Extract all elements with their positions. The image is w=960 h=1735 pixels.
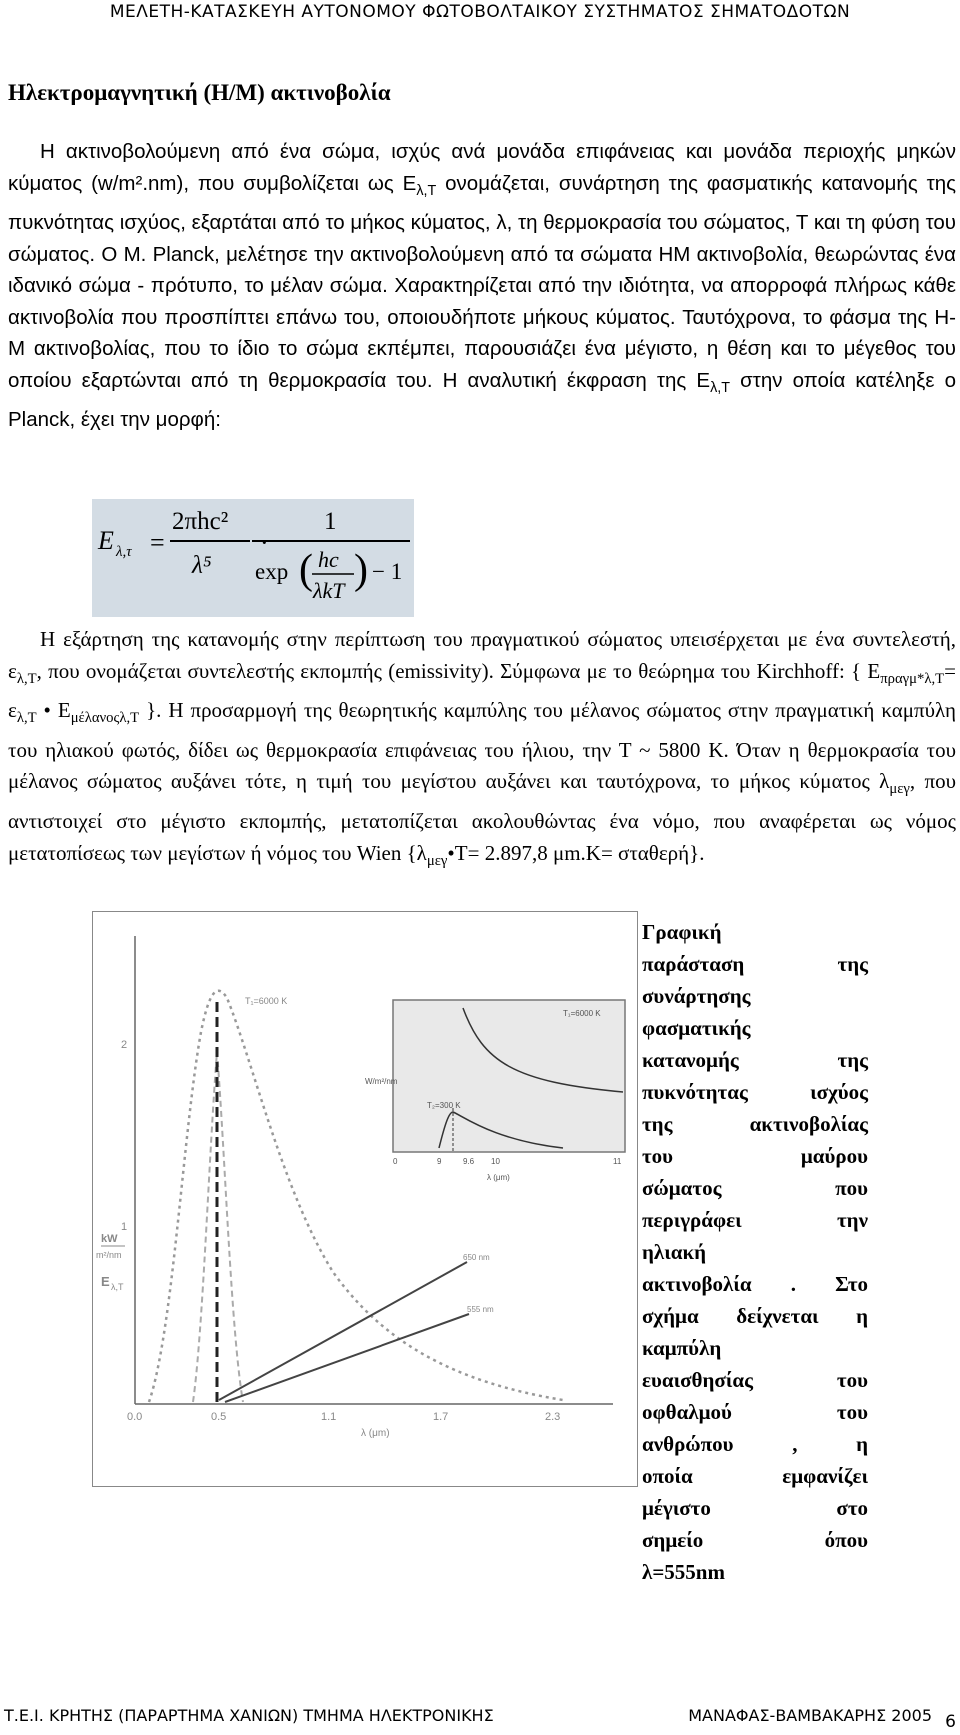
- caption-line: μέγιστο στο: [642, 1496, 868, 1520]
- formula-lhs-sub: λ,τ: [116, 544, 132, 560]
- caption-line: λ=555nm: [642, 1560, 725, 1584]
- footer-institution: Τ.Ε.Ι. ΚΡΗΤΗΣ (ΠΑΡΑΡΤΗΜΑ ΧΑΝΙΩΝ) ΤΜΗΜΑ ΗΛΕΚΤΡΟΝΙΚΗΣ: [4, 1706, 494, 1725]
- y-unit-den: m²/nm: [96, 1250, 122, 1260]
- subscript: πραγμ*λ,Τ: [880, 670, 945, 687]
- inset-y-unit: W/m²/nm: [365, 1077, 398, 1086]
- footer-authors: ΜΑΝΑΦΑΣ-ΒΑΜΒΑΚΑΡΗΣ 2005: [688, 1706, 932, 1725]
- inset-x-tick: 9.6: [463, 1157, 475, 1166]
- formula-svg: [92, 499, 414, 617]
- caption-line: ανθρώπου , η: [642, 1432, 868, 1456]
- inset-x-tick: 10: [491, 1157, 500, 1166]
- figure-svg: [93, 912, 637, 1486]
- caption-line: του μαύρου: [642, 1144, 868, 1168]
- page-number: 6: [945, 1712, 956, 1732]
- subscript: μεγ: [426, 852, 448, 869]
- section-title: Ηλεκτρομαγνητική (Η/Μ) ακτινοβολία: [8, 80, 391, 105]
- figure-caption: [642, 916, 868, 1588]
- x-tick: 1.7: [433, 1411, 449, 1423]
- page-header: ΜΕΛΕΤΗ-ΚΑΤΑΣΚΕΥΗ ΑΥΤΟΝΟΜΟΥ ΦΩΤΟΒΟΛΤΑΙΚΟΥ ΣΥΣΤΗΜΑΤΟΣ ΣΗΜΑΤΟΔΟΤΩΝ: [109, 2, 851, 22]
- y-tick-1: 1: [121, 1221, 128, 1233]
- x-label: λ (μm): [361, 1428, 390, 1439]
- caption-line: συνάρτησης: [642, 984, 751, 1008]
- formula-exp: exp: [255, 559, 289, 584]
- x-tick: 0.5: [211, 1411, 227, 1423]
- caption-line: οποία εμφανίζει: [642, 1464, 868, 1488]
- text: •T= 2.897,8 μm.K= σταθερή}.: [447, 840, 705, 865]
- text: }. Η προσαρμογή της θεωρητικής καμπύλης του μέλανος σώματος στην πραγματική καμπύλη του ηλιακού φωτός, δίδει ως θερμοκρασία επιφάνειας του ήλιου, την Τ ~ 5800 Κ. Όταν η θερμοκρασία του μέλανος σώματος αυξάνει τότε, η τιμή του μεγίστου αυξάνει και ταυτόχρονα, το μήκος κύματος λ: [8, 698, 956, 794]
- inset-x-tick: 0: [393, 1157, 398, 1166]
- text: ονομάζεται, συνάρτηση της φασματικής κατανομής της πυκνότητας ισχύος, εξαρτάται από το μήκος κύματος, λ, τη θερμοκρασία του σώματος, Τ και τη φύση του σώματος. Ο Μ. Planck, μελέτησε την ακτινοβολούμενη από τα σώματα ΗΜ ακτινοβολία, θεωρώντας ένα ιδανικό σώμα - πρότυπο, το μέλαν σώμα. Χαρακτηρίζεται από την ιδιότητα, να απορροφά πλήρως κάθε ακτινοβολία που προσπίπτει επάνω του, οποιουδήποτε μήκους κύματος. Ταυτόχρονα, το φάσμα της Η-Μ ακτινοβολίας, που το ίδιο το σώμα εκπέμπει, παρουσιάζει ένα μέγιστο, η θέση και το μέγεθος του οποίου εξαρτώνται από τη θερμοκρασία του. Η αναλυτική έκφραση της Ε: [8, 171, 956, 392]
- caption-line: ηλιακή: [642, 1240, 707, 1264]
- formula-inner-num: hc: [318, 547, 339, 572]
- inset-x-tick: 9: [437, 1157, 442, 1166]
- caption-line: οφθαλμού του: [642, 1400, 868, 1424]
- subscript: μεγ: [889, 781, 910, 798]
- x-tick: 2.3: [545, 1411, 561, 1423]
- inset-label-hot: T₁=6000 K: [563, 1009, 601, 1018]
- subscript: λ,Τ: [710, 379, 730, 396]
- text: , που ονομάζεται συντελεστής εκπομπής (emissivity). Σύμφωνα με το θεώρημα του Kirchhoff: { Ε: [36, 658, 881, 683]
- planck-formula: [92, 499, 414, 617]
- text: = ε: [8, 658, 956, 723]
- y-unit: kW: [101, 1233, 118, 1245]
- caption-line: Γραφική: [642, 920, 722, 944]
- paragraph-emissivity: [8, 624, 956, 877]
- formula-den1: λ⁵: [192, 552, 212, 579]
- y-symbol-sub: λ,T: [111, 1282, 124, 1292]
- formula-dot: ·: [260, 528, 269, 557]
- caption-line: ακτινοβολία . Στο: [642, 1272, 868, 1296]
- subscript: λ,Τ: [416, 182, 437, 199]
- formula-equals: =: [150, 528, 165, 557]
- inset-x-label: λ (μm): [487, 1173, 510, 1182]
- caption-line: κατανομής της: [642, 1048, 868, 1072]
- inset-label-cold: T₂=300 K: [427, 1101, 461, 1110]
- inset-x-tick: 11: [613, 1157, 622, 1166]
- spectral-figure: [92, 911, 638, 1487]
- caption-line: σημείο όπου: [642, 1528, 868, 1552]
- formula-num2: 1: [324, 508, 337, 535]
- formula-minus-one: − 1: [372, 559, 403, 584]
- line-label-555: 555 nm: [467, 1305, 494, 1314]
- subscript: λ,Τ: [16, 670, 37, 687]
- svg-text:): ): [354, 547, 368, 593]
- caption-line: περιγράφει την: [642, 1208, 868, 1232]
- formula-inner-den: λkT: [313, 578, 345, 603]
- caption-line: σχήμα δείχνεται η: [642, 1304, 868, 1328]
- formula-num1: 2πhc²: [172, 508, 229, 535]
- y-tick-2: 2: [121, 1039, 128, 1051]
- svg-text:(: (: [299, 547, 313, 593]
- text: Η ακτινοβολούμενη από ένα σώμα, ισχύς ανά μονάδα επιφάνειας και μονάδα περιοχής μηκών κύματος (w/m².nm), που συμβολίζεται ως Ε: [8, 140, 956, 195]
- text: • Ε: [36, 698, 71, 723]
- caption-line: παράσταση της: [642, 952, 868, 976]
- line-label-650: 650 nm: [463, 1253, 490, 1262]
- x-tick: 0.0: [127, 1411, 143, 1423]
- caption-line: πυκνότητας ισχύος: [642, 1080, 868, 1104]
- text: , που αντιστοιχεί στο μέγιστο εκπομπής, μετατοπίζεται ακολουθώντας ένα νόμο, που αναφέρεται ως νόμος μετατοπίσεως των μεγίστων ή νόμος του Wien {λ: [8, 769, 956, 865]
- text: Η εξάρτηση της κατανομής στην περίπτωση του πραγματικού σώματος υπεισέρχεται με ένα συντελεστή, ε: [8, 627, 956, 683]
- y-symbol: E: [101, 1274, 110, 1289]
- caption-line: φασματικής: [642, 1016, 751, 1040]
- x-tick: 1.1: [321, 1411, 337, 1423]
- caption-line: καμπύλη: [642, 1336, 722, 1360]
- formula-lhs: E: [98, 526, 114, 555]
- caption-line: ευαισθησίας του: [642, 1368, 868, 1392]
- subscript: λ,Τ: [16, 710, 37, 727]
- paragraph-planck: [8, 136, 956, 436]
- curve-label-main: T₁=6000 K: [245, 996, 288, 1006]
- caption-line: σώματος που: [642, 1176, 868, 1200]
- caption-line: της ακτινοβολίας: [642, 1112, 868, 1136]
- subscript: μέλανοςλ,Τ: [70, 710, 140, 727]
- text: στην οποία κατέληξε ο Planck, έχει την μορφή:: [8, 368, 956, 432]
